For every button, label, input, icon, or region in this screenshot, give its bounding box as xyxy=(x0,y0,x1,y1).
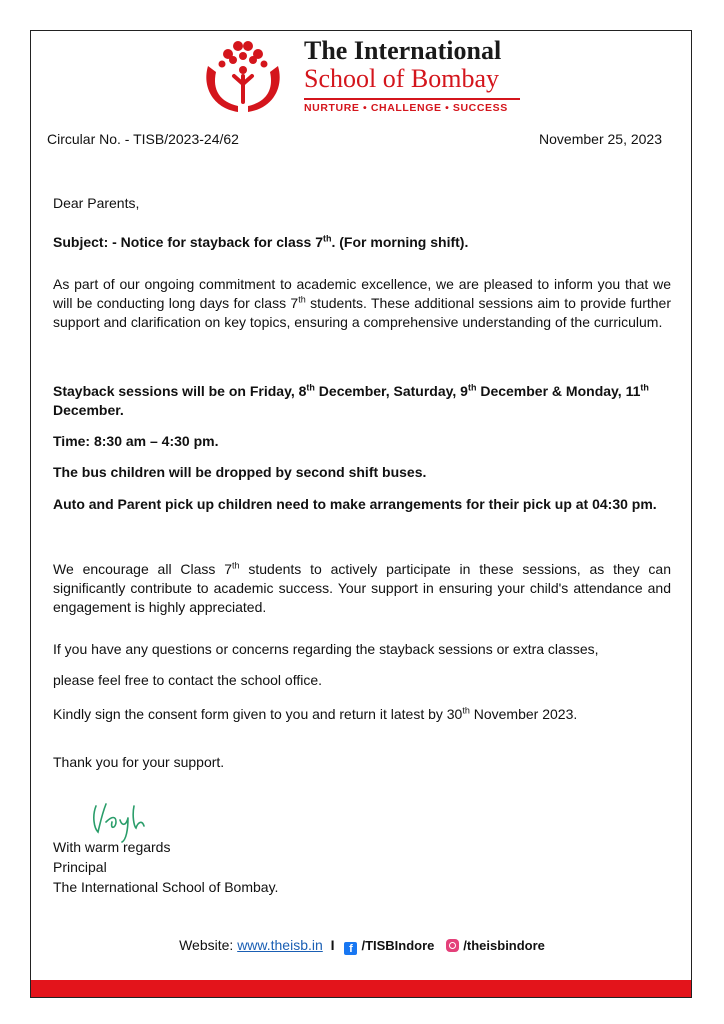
questions-line: If you have any questions or concerns regarding the stayback sessions or extra classes, xyxy=(53,641,599,657)
signatory-org: The International School of Bombay. xyxy=(53,879,279,895)
website-label: Website: xyxy=(179,937,234,953)
header-divider xyxy=(304,98,520,100)
stayback-dates: Stayback sessions will be on Friday, 8th December, Saturday, 9th December & Monday, 11th December. xyxy=(53,382,649,418)
facebook-icon[interactable]: f xyxy=(344,942,357,955)
school-name-line1: The International xyxy=(304,36,502,65)
facebook-handle[interactable]: /TISBIndore xyxy=(361,938,435,953)
instagram-handle[interactable]: /theisbindore xyxy=(463,938,545,953)
consent-line: Kindly sign the consent form given to you and return it latest by 30th November 2023. xyxy=(53,705,578,722)
footer-color-bar xyxy=(31,980,691,997)
circular-date: November 25, 2023 xyxy=(539,131,662,147)
footer-contact xyxy=(0,937,724,955)
closing: With warm regards xyxy=(53,839,171,855)
intro-paragraph: As part of our ongoing commitment to academic excellence, we are pleased to inform you that we will be conducting long days for class 7th students. These additional sessions aim to provide further support and clarification on key topics, ensuring a comprehensive understanding of the curriculum. xyxy=(53,276,671,330)
school-name-line2: School of Bombay xyxy=(304,64,499,93)
principal-signature xyxy=(82,786,162,846)
encourage-paragraph: We encourage all Class 7th students to actively participate in these sessions, as they can significantly contribute to academic success. Your support in ensuring your child's attendance and engagement is highly appreciated. xyxy=(53,560,671,615)
school-header xyxy=(198,36,528,120)
circular-number: Circular No. - TISB/2023-24/62 xyxy=(47,131,239,147)
instagram-icon[interactable] xyxy=(446,939,459,952)
salutation: Dear Parents, xyxy=(53,195,140,211)
tree-hands-logo-icon xyxy=(198,36,288,116)
website-link[interactable]: www.theisb.in xyxy=(237,937,323,953)
school-tagline: NURTURE • CHALLENGE • SUCCESS xyxy=(304,102,508,114)
thanks-line: Thank you for your support. xyxy=(53,754,225,770)
footer-separator: I xyxy=(330,937,335,953)
signatory-role: Principal xyxy=(53,859,107,875)
pickup-info: Auto and Parent pick up children need to make arrangements for their pick up at 04:30 pm. xyxy=(53,496,657,512)
bus-info: The bus children will be dropped by second shift buses. xyxy=(53,464,427,480)
session-time: Time: 8:30 am – 4:30 pm. xyxy=(53,433,219,449)
contact-line: please feel free to contact the school office. xyxy=(53,672,323,688)
subject-line: Subject: - Notice for stayback for class 7th. (For morning shift). xyxy=(53,233,469,250)
